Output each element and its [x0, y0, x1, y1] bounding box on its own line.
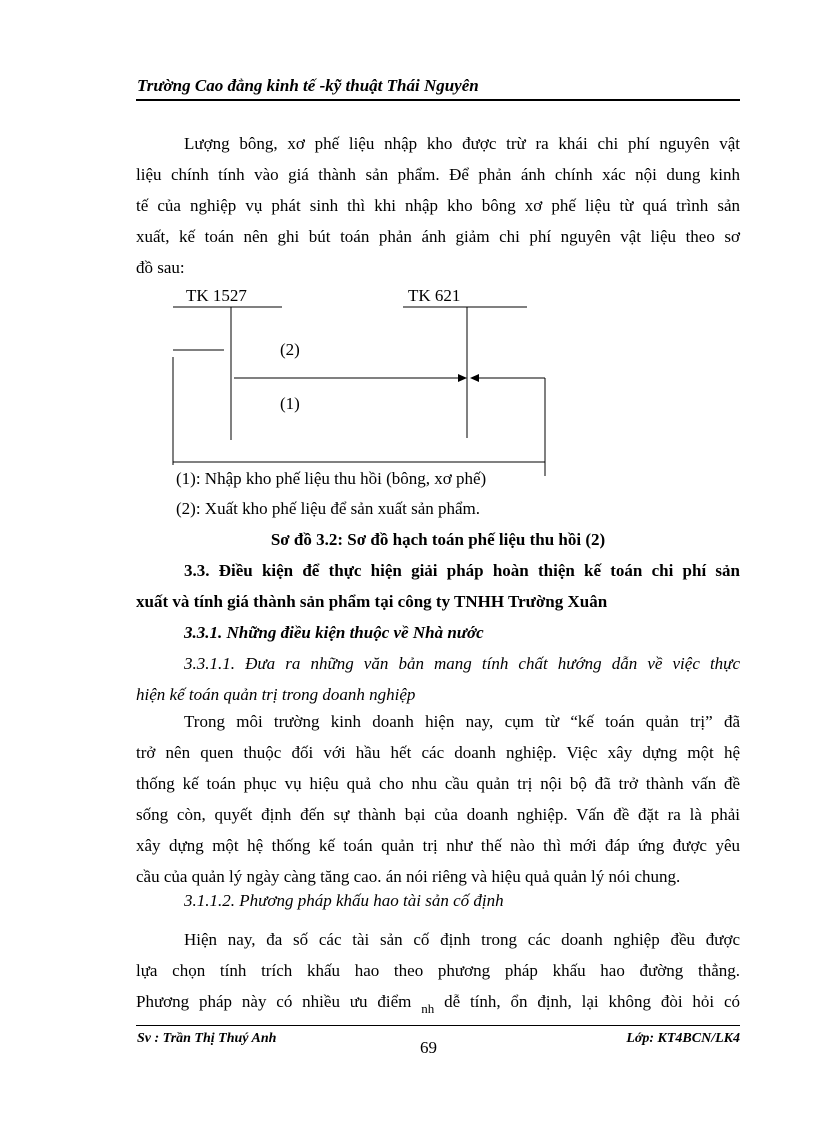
account-left-label: TK 1527: [186, 286, 247, 305]
body-fragment: Phương pháp này có nhiều ưu điểm: [136, 992, 412, 1011]
body-line: sống còn, quyết định đến sự thành bại của doanh nghiệp. Vấn đề đặt ra là phải: [136, 805, 740, 824]
entry-2-label: (2): [280, 340, 300, 359]
intro-line: liệu chính tính vào giá thành sản phẩm. Để phản ánh chính xác nội dung kinh: [136, 165, 740, 184]
intro-line: tế của nghiệp vụ phát sinh thì khi nhập kho bông xơ phế liệu từ quá trình sản: [136, 196, 740, 215]
body-line: xây dựng một hệ thống kế toán quản trị như thế nào thì mới đáp ứng được yêu: [136, 836, 740, 855]
heading-line: 3.3. Điều kiện để thực hiện giải pháp hoàn thiện kế toán chi phí sản: [184, 561, 740, 580]
intro-paragraph: [136, 128, 740, 283]
legend-item-1: (1): Nhập kho phế liệu thu hồi (bông, xơ phế): [176, 469, 487, 488]
body-line: lựa chọn tính trích khấu hao theo phương pháp khấu hao đường thẳng.: [136, 961, 740, 980]
section-3-1-1-2-heading: [136, 885, 740, 916]
entry-1-label: (1): [280, 394, 300, 413]
intro-line: xuất, kế toán nên ghi bút toán phản ánh giảm chi phí nguyên vật liệu theo sơ: [136, 227, 740, 246]
body-line: thống kế toán phục vụ hiệu quả cho nhu cầu quản trị nội bộ đã trở thành vấn đề: [136, 774, 740, 793]
section-3-3-1-heading: [136, 617, 740, 648]
page-number: 69: [420, 1038, 437, 1057]
intro-line: đồ sau:: [136, 258, 185, 277]
footer-divider: [136, 1025, 740, 1026]
page-header-title: Trường Cao đẳng kinh tế -kỹ thuật Thái Nguyên: [137, 76, 479, 95]
entry-1-arrowhead: [470, 374, 479, 382]
t-account-diagram: [160, 280, 560, 480]
intro-line: Lượng bông, xơ phế liệu nhập kho được trừ ra khái chi phí nguyên vật: [184, 134, 740, 153]
footer-class-code: Lớp: KT4BCN/LK4: [626, 1031, 740, 1046]
body-line: Trong môi trường kinh doanh hiện nay, cụm từ “kế toán quản trị” đã: [184, 712, 740, 731]
heading-line: 3.3.1.1. Đưa ra những văn bản mang tính chất hướng dẫn về việc thực: [184, 654, 740, 673]
heading-line: hiện kế toán quản trị trong doanh nghiệp: [136, 685, 416, 704]
body-line: Hiện nay, đa số các tài sản cố định trong các doanh nghiệp đều được: [184, 930, 740, 949]
header-divider: [136, 99, 740, 101]
management-accounting-paragraph: [136, 706, 740, 892]
heading-line: xuất và tính giá thành sản phẩm tại công ty TNHH Trường Xuân: [136, 592, 608, 611]
legend-item-2: (2): Xuất kho phế liệu để sản xuất sản phẩm.: [176, 499, 481, 518]
heading-line: 3.3.1. Những điều kiện thuộc về Nhà nước: [184, 623, 484, 642]
body-fragment: dễ tính, ổn định, lại không đòi hỏi có: [444, 992, 741, 1011]
body-line: [136, 986, 740, 1018]
footer-student-name: Sv : Trần Thị Thuý Anh: [137, 1031, 277, 1046]
body-line: trở nên quen thuộc đối với hầu hết các doanh nghiệp. Việc xây dựng một hệ: [136, 743, 740, 762]
section-3-3-heading: [136, 555, 740, 617]
entry-2-arrowhead: [458, 374, 467, 382]
account-right-label: TK 621: [408, 286, 461, 305]
heading-line: 3.1.1.2. Phương pháp khấu hao tài sản cố định: [184, 891, 504, 910]
body-line: cầu của quản lý ngày càng tăng cao. án nói riêng và hiệu quả quản lý nói chung.: [136, 867, 681, 886]
section-3-3-1-1-heading: [136, 648, 740, 710]
diagram-caption: Sơ đồ 3.2: Sơ đồ hạch toán phế liệu thu hồi (2): [270, 530, 606, 549]
stray-subscript-text: nh: [421, 1001, 435, 1016]
depreciation-paragraph: [136, 924, 740, 1018]
